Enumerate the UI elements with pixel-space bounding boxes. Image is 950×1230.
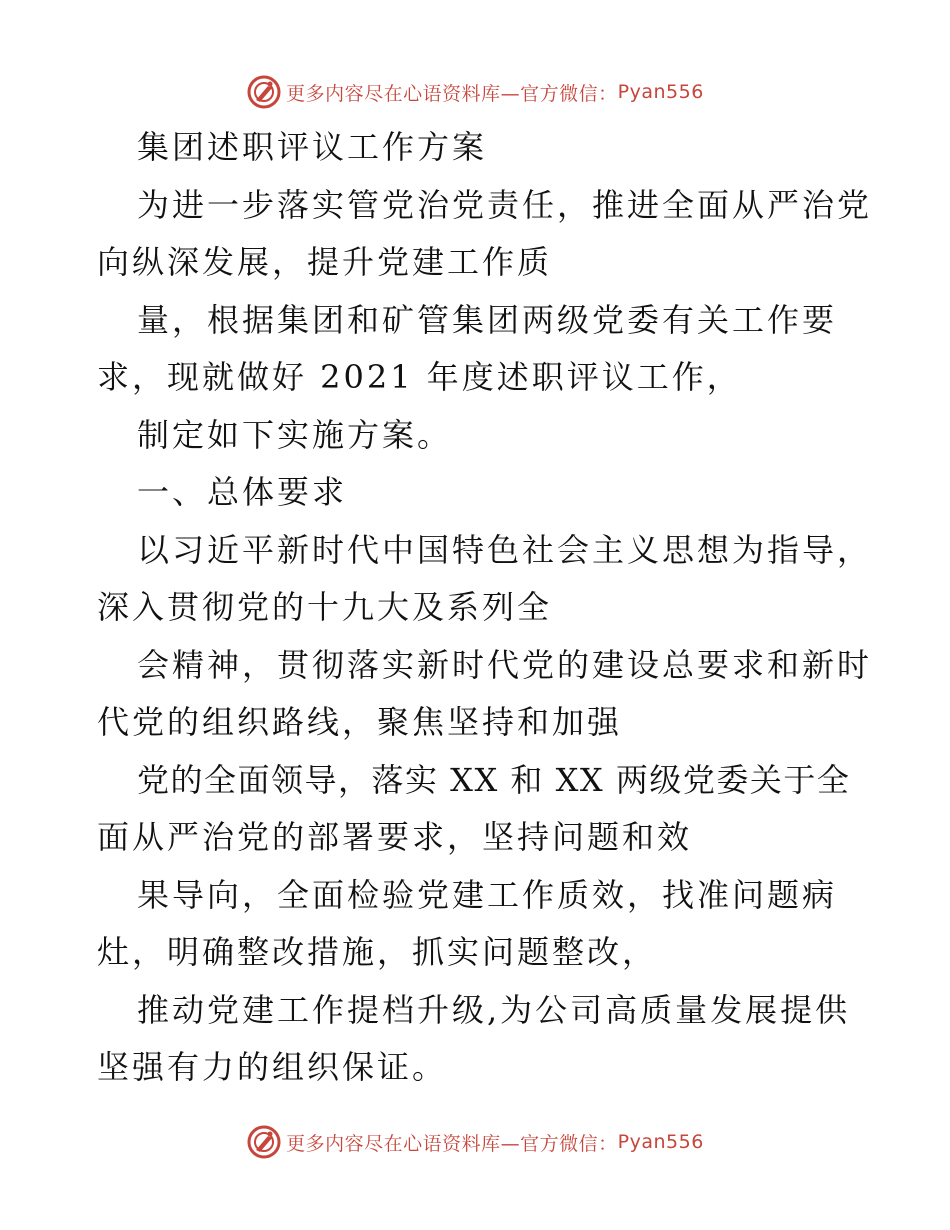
paragraph-line: 果导向，全面检验党建工作质效，找准问题病 — [137, 875, 838, 914]
paragraph-line: 推动党建工作提档升级,为公司高质量发展提供 — [137, 990, 851, 1029]
paragraph-line: 以习近平新时代中国特色社会主义思想为指导， — [137, 530, 873, 569]
paragraph-line: 深入贯彻党的十九大及系列全 — [97, 588, 553, 626]
watermark-account: Pyan556 — [617, 1131, 704, 1153]
paragraph-line: 面从严治党的部署要求，坚持问题和效 — [97, 818, 693, 856]
paragraph-line: 会精神，贯彻落实新时代党的建设总要求和新时 — [137, 645, 873, 684]
watermark-text: 更多内容尽在心语资料库—官方微信： — [286, 82, 618, 105]
section-heading: 一、总体要求 — [137, 473, 348, 511]
watermark-text: 更多内容尽在心语资料库—官方微信： — [286, 1132, 618, 1155]
logo-icon — [246, 74, 282, 110]
paragraph-line: 求，现就做好 2021 年度述职评议工作， — [97, 358, 742, 396]
paragraph-line: 为进一步落实管党治党责任，推进全面从严治党 — [137, 185, 873, 224]
paragraph-line: 灶，明确整改措施，抓实问题整改， — [97, 933, 658, 971]
paragraph-line: 代党的组织路线，聚焦坚持和加强 — [97, 703, 623, 741]
document-body — [97, 119, 873, 1097]
document-title: 集团述职评议工作方案 — [137, 128, 488, 166]
paragraph-line: 量，根据集团和矿管集团两级党委有关工作要 — [137, 300, 838, 339]
watermark-account: Pyan556 — [617, 81, 704, 103]
watermark-footer — [0, 1122, 950, 1162]
watermark-header — [0, 72, 950, 112]
paragraph-line: 制定如下实施方案。 — [137, 415, 453, 454]
logo-icon — [246, 1124, 282, 1160]
paragraph-line: 党的全面领导，落实 XX 和 XX 两级党委关于全 — [137, 760, 851, 799]
paragraph-line: 坚强有力的组织保证。 — [97, 1048, 448, 1086]
paragraph-line: 向纵深发展，提升党建工作质 — [97, 243, 553, 281]
